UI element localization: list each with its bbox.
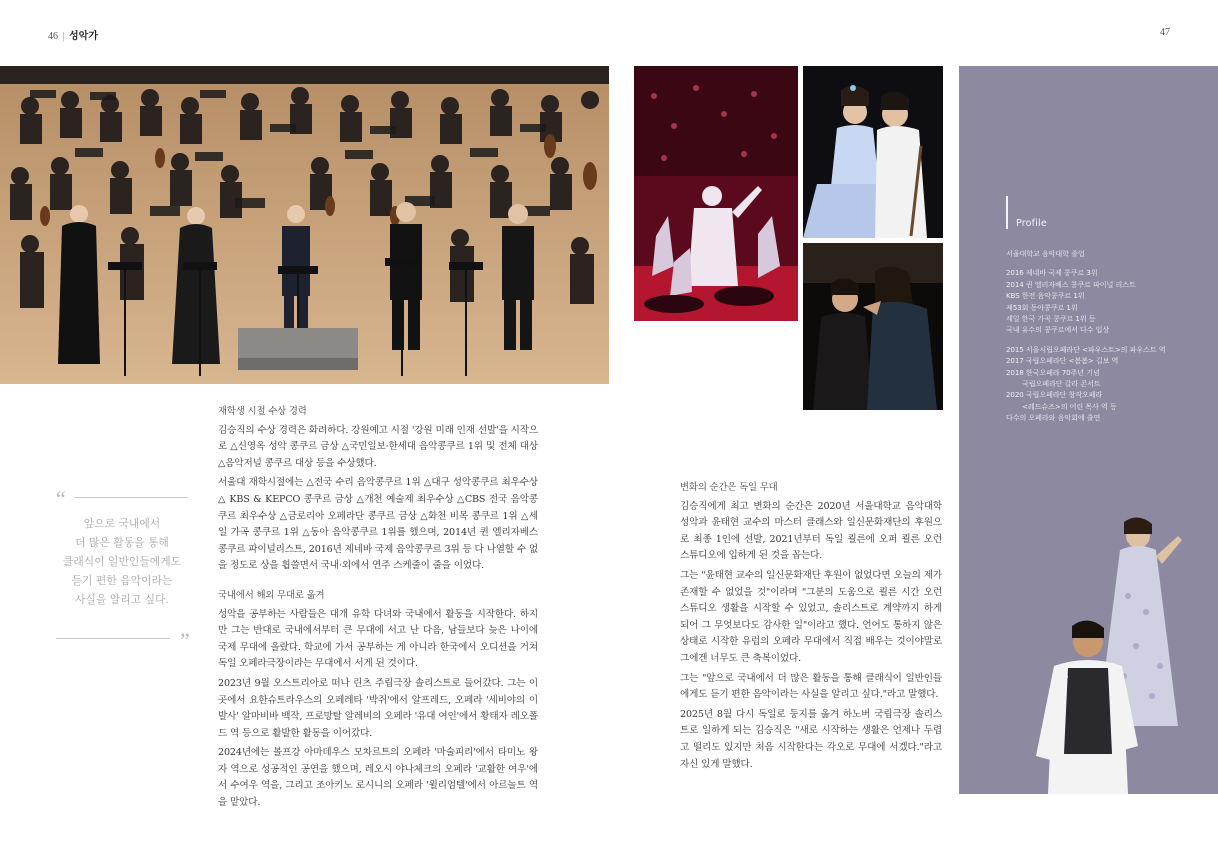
quote-top-rule — [74, 497, 188, 498]
article-column-right — [680, 480, 942, 776]
quote-line: 클래식이 일반인들에게도 — [62, 555, 182, 568]
quote-line: 더 많은 활동을 통해 — [75, 536, 169, 549]
costumed-singers-cutout-photo — [1028, 516, 1190, 794]
article-column-left — [218, 404, 538, 815]
paragraph: 그는 "앞으로 국내에서 더 많은 활동을 통해 클래식이 일반인들에게도 듣기 편한 음악이라는 사실을 알리고 싶다."라고 말했다. — [680, 672, 942, 701]
section-title: 성악가 — [69, 31, 98, 42]
opera-couple-embrace-photo — [803, 66, 943, 238]
quote-bottom-rule — [56, 638, 170, 639]
profile-item: 세일 한국 가곡 콩쿠르 1위 등 — [1006, 314, 1096, 324]
quote-line: 앞으로 국내에서 — [83, 517, 161, 530]
red-stage-illustration — [634, 66, 798, 321]
profile-item: 제53회 동아콩쿠르 1위 — [1006, 302, 1078, 312]
paragraph: 그는 "윤태현 교수의 일신문화재단 후원이 없었다면 오늘의 제가 존재할 수 없었을 것"이라며 "그분의 도움으로 쾰른 시간 오런 스튜디오 생활을 시작할 수 있었고, 솔리스트로 계약까지 하게 되어 그 무엇보다도 감사한 일"이라고 했다. 언어도 통하지 않은 상태로 시작한 유럽의 오페라 무대에서 직접 배우는 것이야말로 그에겐 너무도 큰 축복이었다. — [680, 569, 942, 664]
folio-separator: | — [62, 31, 65, 42]
paragraph: 김승직에게 최고 변화의 순간은 2020년 서울대학교 음악대학 성악과 윤태현 교수의 마스터 클래스와 일신문화재단의 후원으로 최종 1인에 선발, 2021년부터 독일 쾰른에 오퍼 쾰른 오런 스튜디오에 입하게 된 것을 꼽는다. — [680, 500, 942, 562]
quote-line: 듣기 편한 음악이라는 — [71, 574, 173, 587]
profile-item: KBS 한전 음악콩쿠르 1위 — [1006, 291, 1085, 301]
profile-item: 2017 국립오페라단 <봄봄> 길보 역 — [1006, 356, 1119, 366]
paragraph: 2025년 8월 다시 독일로 둥지를 옮겨 하노버 국립극장 솔리스트로 일하게 되는 김승직은 "새로 시작하는 생활은 언제나 두렵고 떨리도 있지만 처음 시작한다는 각오로 무대에 서겠다."라고 자신 있게 말했다. — [680, 708, 942, 770]
right-page-number: 47 — [1160, 27, 1170, 38]
profile-item: 2014 퀸 엘리자베스 콩쿠르 파이널 리스트 — [1006, 279, 1136, 289]
opera-stage-red-photo — [634, 66, 798, 321]
profile-item: 국내 유수의 콩쿠르에서 다수 입상 — [1006, 325, 1110, 335]
paragraph: 2023년 9월 오스트리아로 떠나 린츠 주립극장 솔리스트로 들어갔다. 그는 이곳에서 요한슈트라우스의 오페레타 '박쥐'에서 알프레드, 오페라 '세비야의 이발사' 알마비바 백작, 프로망탈 알레비의 오페라 '유대 여인'에서 황태자 레오폴드 역 등으로 활발한 활동을 이어갔다. — [218, 677, 538, 739]
profile-title: Profile — [1016, 218, 1047, 229]
profile-item: 서울대학교 음악대학 졸업 — [1006, 249, 1085, 258]
paragraph: 성악을 공부하는 사람들은 대개 유학 다녀와 국내에서 활동을 시작한다. 하지만 그는 반대로 국내에서부터 큰 무대에 서고 난 다음, 남들보다 늦은 나이에 국제 무대에 올랐다. 학교에 가서 공부하는 게 아니라 한국에서 오디션을 거쳐 독일 오페라극장이라는 무대에서 서게 된 것이다. — [218, 608, 538, 670]
couple-illustration — [803, 66, 943, 238]
open-quote-mark: “ — [56, 486, 66, 511]
pull-quote-text — [56, 514, 188, 609]
left-folio — [48, 27, 98, 42]
orchestra-concert-photo — [0, 66, 609, 384]
quote-line: 사실을 알리고 싶다. — [75, 593, 169, 606]
profile-item: <레드슈즈>의 어린 목사 역 등 — [1022, 401, 1117, 411]
orchestra-illustration — [0, 66, 609, 384]
profile-item: 2016 제네바 국제 콩쿠르 3위 — [1006, 268, 1098, 278]
profile-block — [1006, 196, 1206, 424]
profile-item: 다수의 오페라와 음악회에 출연 — [1006, 413, 1101, 423]
profile-performances-list — [1006, 344, 1206, 424]
section-heading: 변화의 순간은 독일 무대 — [680, 482, 778, 493]
close-quote-mark: ” — [180, 628, 190, 653]
pull-quote — [56, 488, 188, 651]
duo-illustration — [803, 243, 943, 410]
paragraph: 서울대 재학시절에는 △전국 수리 음악콩쿠르 1위 △대구 성악콩쿠르 최우수상 △ KBS & KEPCO 콩쿠르 금상 △개천 예술제 최우수상 △CBS 전국 음악콩쿠르 최우수상 △금로리아 오페라단 콩쿠르 금상 △화천 비목 콩쿠르 1위 △세일 가곡 콩쿠르 1위 △동아 음악콩쿠르 1위를 했으며, 2014년 퀸 엘리자베스 콩쿠르 파이널리스트, 2016년 제네바 국제 음악콩쿠르 3위 등 다 나열할 수 없을 정도로 상을 휩쓸면서 국내·외에서 연주 스케줄이 줄을 이었다. — [218, 477, 538, 572]
paragraph: 2024년에는 볼프강 아마데우스 모차르트의 오페라 '마술피리'에서 타미노 왕자 역으로 성공적인 공연을 했으며, 레오시 야나체크의 오페라 '교활한 여우'에서 수여우 역을, 그리고 조아키노 로시니의 오페라 '윌리엄텔'에서 아르놀트 역을 맡았다. — [218, 747, 538, 809]
profile-item: 2015 서울시립오페라단 <파우스트>의 파우스트 역 — [1006, 344, 1166, 354]
profile-item: 2018 한국오페라 70주년 기념 — [1006, 367, 1100, 377]
section-heading: 재학생 시절 수상 경력 — [218, 406, 307, 417]
profile-awards-list — [1006, 267, 1206, 335]
profile-accent-bar — [1006, 196, 1008, 229]
opera-duo-dark-photo — [803, 243, 943, 410]
profile-education-list — [1006, 248, 1206, 259]
profile-item: 2020 국립오페라단 창작오페라 — [1006, 390, 1103, 400]
profile-item: 국립오페라단 갈라 콘서트 — [1022, 379, 1101, 389]
section-heading: 국내에서 해외 무대로 옮겨 — [218, 589, 325, 601]
costumed-singers-illustration — [1028, 516, 1190, 794]
paragraph: 김승직의 수상 경력은 화려하다. 강원예고 시절 '강원 미래 인재 선발'을 시작으로 △신영옥 성악 콩쿠르 금상 △국민일보·한세대 음악콩쿠르 1위 및 전체 대상 △음악저널 콩쿠르 대상 등을 수상했다. — [218, 424, 538, 469]
left-page-number: 46 — [48, 31, 58, 42]
